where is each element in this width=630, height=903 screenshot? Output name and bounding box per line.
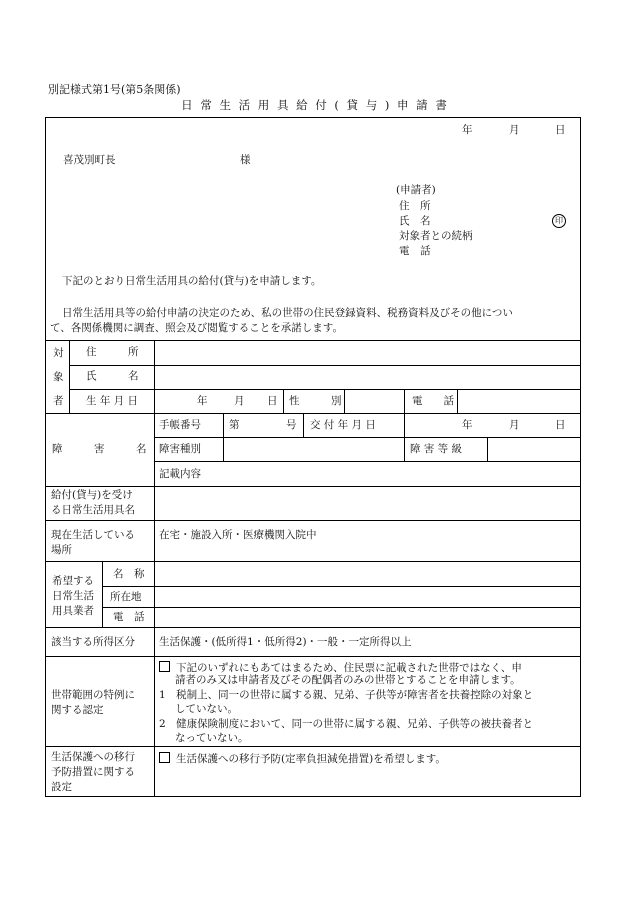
vendor-phone-label: 電 話 [113, 611, 145, 623]
rule-vendor-2 [102, 607, 581, 608]
household-line5: 2 健康保険制度において、同一の世帯に属する親、兄弟、子供等の被扶養者と [159, 718, 533, 730]
notebook-number-label: 手帳番号 [159, 419, 201, 431]
rule-top-section [45, 340, 581, 341]
rule-notebook-label [223, 413, 224, 461]
applicant-address-label: 住 所 [399, 200, 431, 212]
subject-phone-label: 電 話 [412, 395, 454, 407]
rule-subject-2 [69, 389, 581, 390]
rule-birthdate-sex [283, 389, 284, 413]
welfare-value: 生活保護への移行予防(定率負担減免措置)を希望します。 [176, 753, 446, 765]
rule-vendor-side [102, 561, 103, 627]
issue-month: 月 [509, 419, 520, 431]
rule-subject-1 [69, 365, 581, 366]
rule-phone-label [404, 389, 405, 413]
date-year-label: 年 [462, 124, 473, 136]
rule-grade-value [487, 437, 488, 461]
request-statement: 下記のとおり日常生活用具の給付(貸与)を申請します。 [62, 275, 322, 287]
seal-mark-icon: 印 [552, 214, 566, 228]
issue-date-label: 交 付 年 月 日 [310, 419, 376, 431]
disability-type-label: 障害種別 [159, 443, 201, 455]
consent-statement-line1: 日常生活用具等の給付申請の決定のため、私の世帯の住民登録資料、税務資料及びその他につい [62, 307, 513, 319]
residence-label-line1: 現在生活している [51, 529, 135, 541]
notebook-go: 号 [286, 419, 297, 431]
date-month-label: 月 [509, 124, 520, 136]
vendor-name-label: 名 称 [113, 568, 145, 580]
item-label-line2: る日常生活用具名 [51, 504, 135, 516]
subject-name-label: 氏 名 [86, 370, 139, 382]
subject-birthdate-label: 生 年 月 日 [86, 395, 139, 407]
subject-address-label: 住 所 [86, 346, 139, 358]
household-checkbox[interactable] [159, 661, 170, 672]
welfare-checkbox[interactable] [159, 752, 170, 763]
rule-income-end [45, 656, 581, 657]
form-number: 別記様式第1号(第5条関係) [48, 83, 181, 96]
rule-phone-value [457, 389, 458, 413]
applicant-phone-label: 電 話 [399, 245, 431, 257]
subject-side-char-2: 象 [53, 371, 64, 383]
rule-issue-label-left [303, 413, 304, 437]
rule-residence-end [45, 561, 581, 562]
welfare-label-line2: 予防措置に関する [51, 766, 135, 778]
household-label-line2: 関する認定 [51, 704, 104, 716]
subject-side-char-1: 対 [53, 347, 64, 359]
vendor-label-line1: 希望する [52, 575, 94, 587]
rule-vendor-end [45, 627, 581, 628]
rule-disability-end [45, 486, 581, 487]
date-day-label: 日 [555, 124, 566, 136]
rule-subject-side [69, 340, 70, 413]
rule-issue-label-right [404, 413, 405, 461]
consent-statement-line2: て、各関係機関に調査、照会及び閲覧することを承諾します。 [50, 322, 343, 334]
vendor-location-label: 所在地 [110, 591, 142, 603]
residence-label-line2: 場所 [51, 544, 72, 556]
subject-birth-day: 日 [267, 395, 278, 407]
rule-subject-end [45, 413, 581, 414]
notebook-dai: 第 [229, 419, 240, 431]
household-label-line1: 世帯範囲の特例に [51, 689, 135, 701]
disability-label: 障 害 名 [52, 443, 147, 455]
rule-label-column [154, 340, 155, 797]
subject-sex-label: 性 別 [289, 395, 342, 407]
subject-birth-month: 月 [234, 395, 245, 407]
applicant-heading: (申請者) [396, 184, 436, 196]
issue-year: 年 [462, 419, 473, 431]
rule-disability-2 [154, 461, 581, 462]
rule-sex-value [344, 389, 345, 413]
issue-day: 日 [555, 419, 566, 431]
rule-vendor-1 [102, 586, 581, 587]
disability-grade-label: 障 害 等 級 [410, 443, 463, 455]
page-title: 日 常 生 活 用 具 給 付 ( 貸 与 ) 申 請 書 [181, 98, 449, 112]
welfare-label-line1: 生活保護への移行 [51, 751, 135, 763]
applicant-name-label: 氏 名 [399, 215, 431, 227]
household-line4: していない。 [175, 703, 238, 715]
vendor-label-line2: 日常生活 [52, 590, 94, 602]
rule-disability-1 [154, 437, 581, 438]
household-line2: 請者のみ又は申請者及びその配偶者のみの世帯とすることを申請します。 [175, 674, 521, 686]
welfare-label-line3: 設定 [51, 781, 72, 793]
household-line3: 1 税制上、同一の世帯に属する親、兄弟、子供等が障害者を扶養控除の対象と [159, 689, 534, 701]
item-label-line1: 給付(貸与)を受け [51, 489, 133, 501]
income-value: 生活保護・(低所得1・低所得2)・一般・一定所得以上 [159, 636, 412, 648]
applicant-relation-label: 対象者との続柄 [399, 230, 473, 242]
disability-details-label: 記載内容 [159, 468, 201, 480]
rule-household-end [45, 746, 581, 747]
vendor-label-line3: 用具業者 [52, 605, 94, 617]
subject-side-char-3: 者 [53, 395, 64, 407]
household-checkbox-row [159, 661, 522, 674]
residence-value: 在宅・施設入所・医療機関入院中 [159, 529, 317, 541]
household-line1: 下記のいずれにもあてはまるため、住民票に記載された世帯ではなく、申 [176, 662, 522, 674]
addressee-honorific: 様 [240, 154, 251, 166]
subject-birth-year: 年 [197, 395, 208, 407]
addressee-name: 喜茂別町長 [63, 154, 116, 166]
household-line6: なっていない。 [175, 732, 249, 744]
income-label: 該当する所得区分 [51, 636, 135, 648]
rule-item-end [45, 520, 581, 521]
welfare-checkbox-row [159, 752, 446, 765]
